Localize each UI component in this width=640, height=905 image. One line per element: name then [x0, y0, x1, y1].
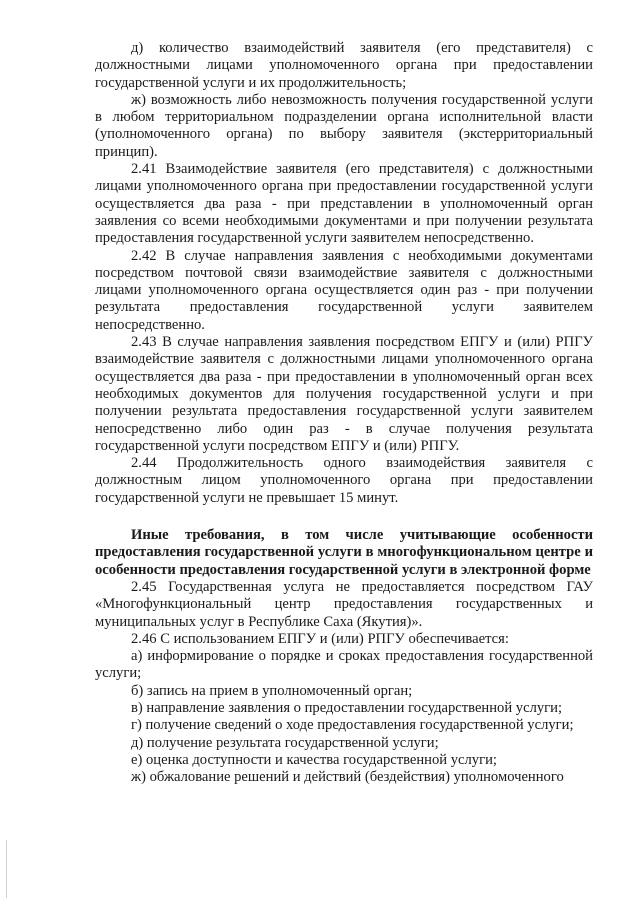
paragraph-item-zh: ж) возможность либо невозможность получения государственной услуги в любом территориальном подразделении органа исполнительной власти (уполномоченного органа) по выбору заявителя (экстерриториальный принцип). — [95, 91, 593, 160]
paragraph-2-44: 2.44 Продолжительность одного взаимодействия заявителя с должностным лицом уполномоченного органа при предоставлении государственной услуги не превышает 15 минут. — [95, 455, 593, 506]
paragraph-2-46: 2.46 С использованием ЕПГУ и (или) РПГУ обеспечивается: — [131, 630, 509, 647]
list-item-e: е) оценка доступности и качества государственной услуги; — [131, 751, 497, 768]
paragraph-item-d: д) количество взаимодействий заявителя (его представителя) с должностными лицами уполномоченного органа при предоставлении государственной услуги и их продолжительность; — [95, 40, 593, 91]
document-page — [95, 40, 593, 786]
paragraph-2-43: 2.43 В случае направления заявления посредством ЕПГУ и (или) РПГУ взаимодействие заявителя с должностными лицами уполномоченного органа осуществляется два раза - при предоставлении в уполномоченный орган всех необходимых документов для получения государственной услуги и при получении результата предоставления государственной услуги заявителем непосредственно либо один раз - в случае получения результата государственной услуги посредством ЕПГУ и (или) РПГУ. — [95, 334, 593, 454]
paragraph-2-45: 2.45 Государственная услуга не предоставляется посредством ГАУ «Многофункциональный центр предоставления государственных и муниципальных услуг в Республике Саха (Якутия)». — [95, 578, 593, 630]
list-item-v: в) направление заявления о предоставлении государственной услуги; — [131, 699, 563, 716]
list-item-b: б) запись на прием в уполномоченный орган; — [131, 682, 413, 699]
scan-edge-mark — [6, 840, 7, 898]
section-heading: Иные требования, в том числе учитывающие особенности предоставления государственной услуги в многофункциональном центре и особенности предоставления государственной услуги в электронной форме — [95, 527, 593, 578]
section-gap — [95, 507, 593, 527]
paragraph-2-41: 2.41 Взаимодействие заявителя (его представителя) с должностными лицами уполномоченного органа при предоставлении государственной услуги осуществляется два раза - при представлении в уполномоченный орган заявления со всеми необходимыми документами и при получении результата предоставления государственной услуги заявителем непосредственно. — [95, 161, 593, 247]
list-item-g: г) получение сведений о ходе предоставления государственной услуги; — [131, 717, 574, 734]
list-item-d: д) получение результата государственной услуги; — [131, 734, 439, 751]
paragraph-2-42: 2.42 В случае направления заявления с необходимыми документами посредством почтовой связи взаимодействие заявителя с должностными лицами уполномоченного органа осуществляется один раз - при получении результата предоставления государственной услуги заявителем непосредственно. — [95, 247, 593, 333]
list-item-zh: ж) обжалование решений и действий (бездействия) уполномоченного — [131, 769, 564, 786]
list-item-a: а) информирование о порядке и сроках предоставления государственной услуги; — [95, 648, 593, 682]
